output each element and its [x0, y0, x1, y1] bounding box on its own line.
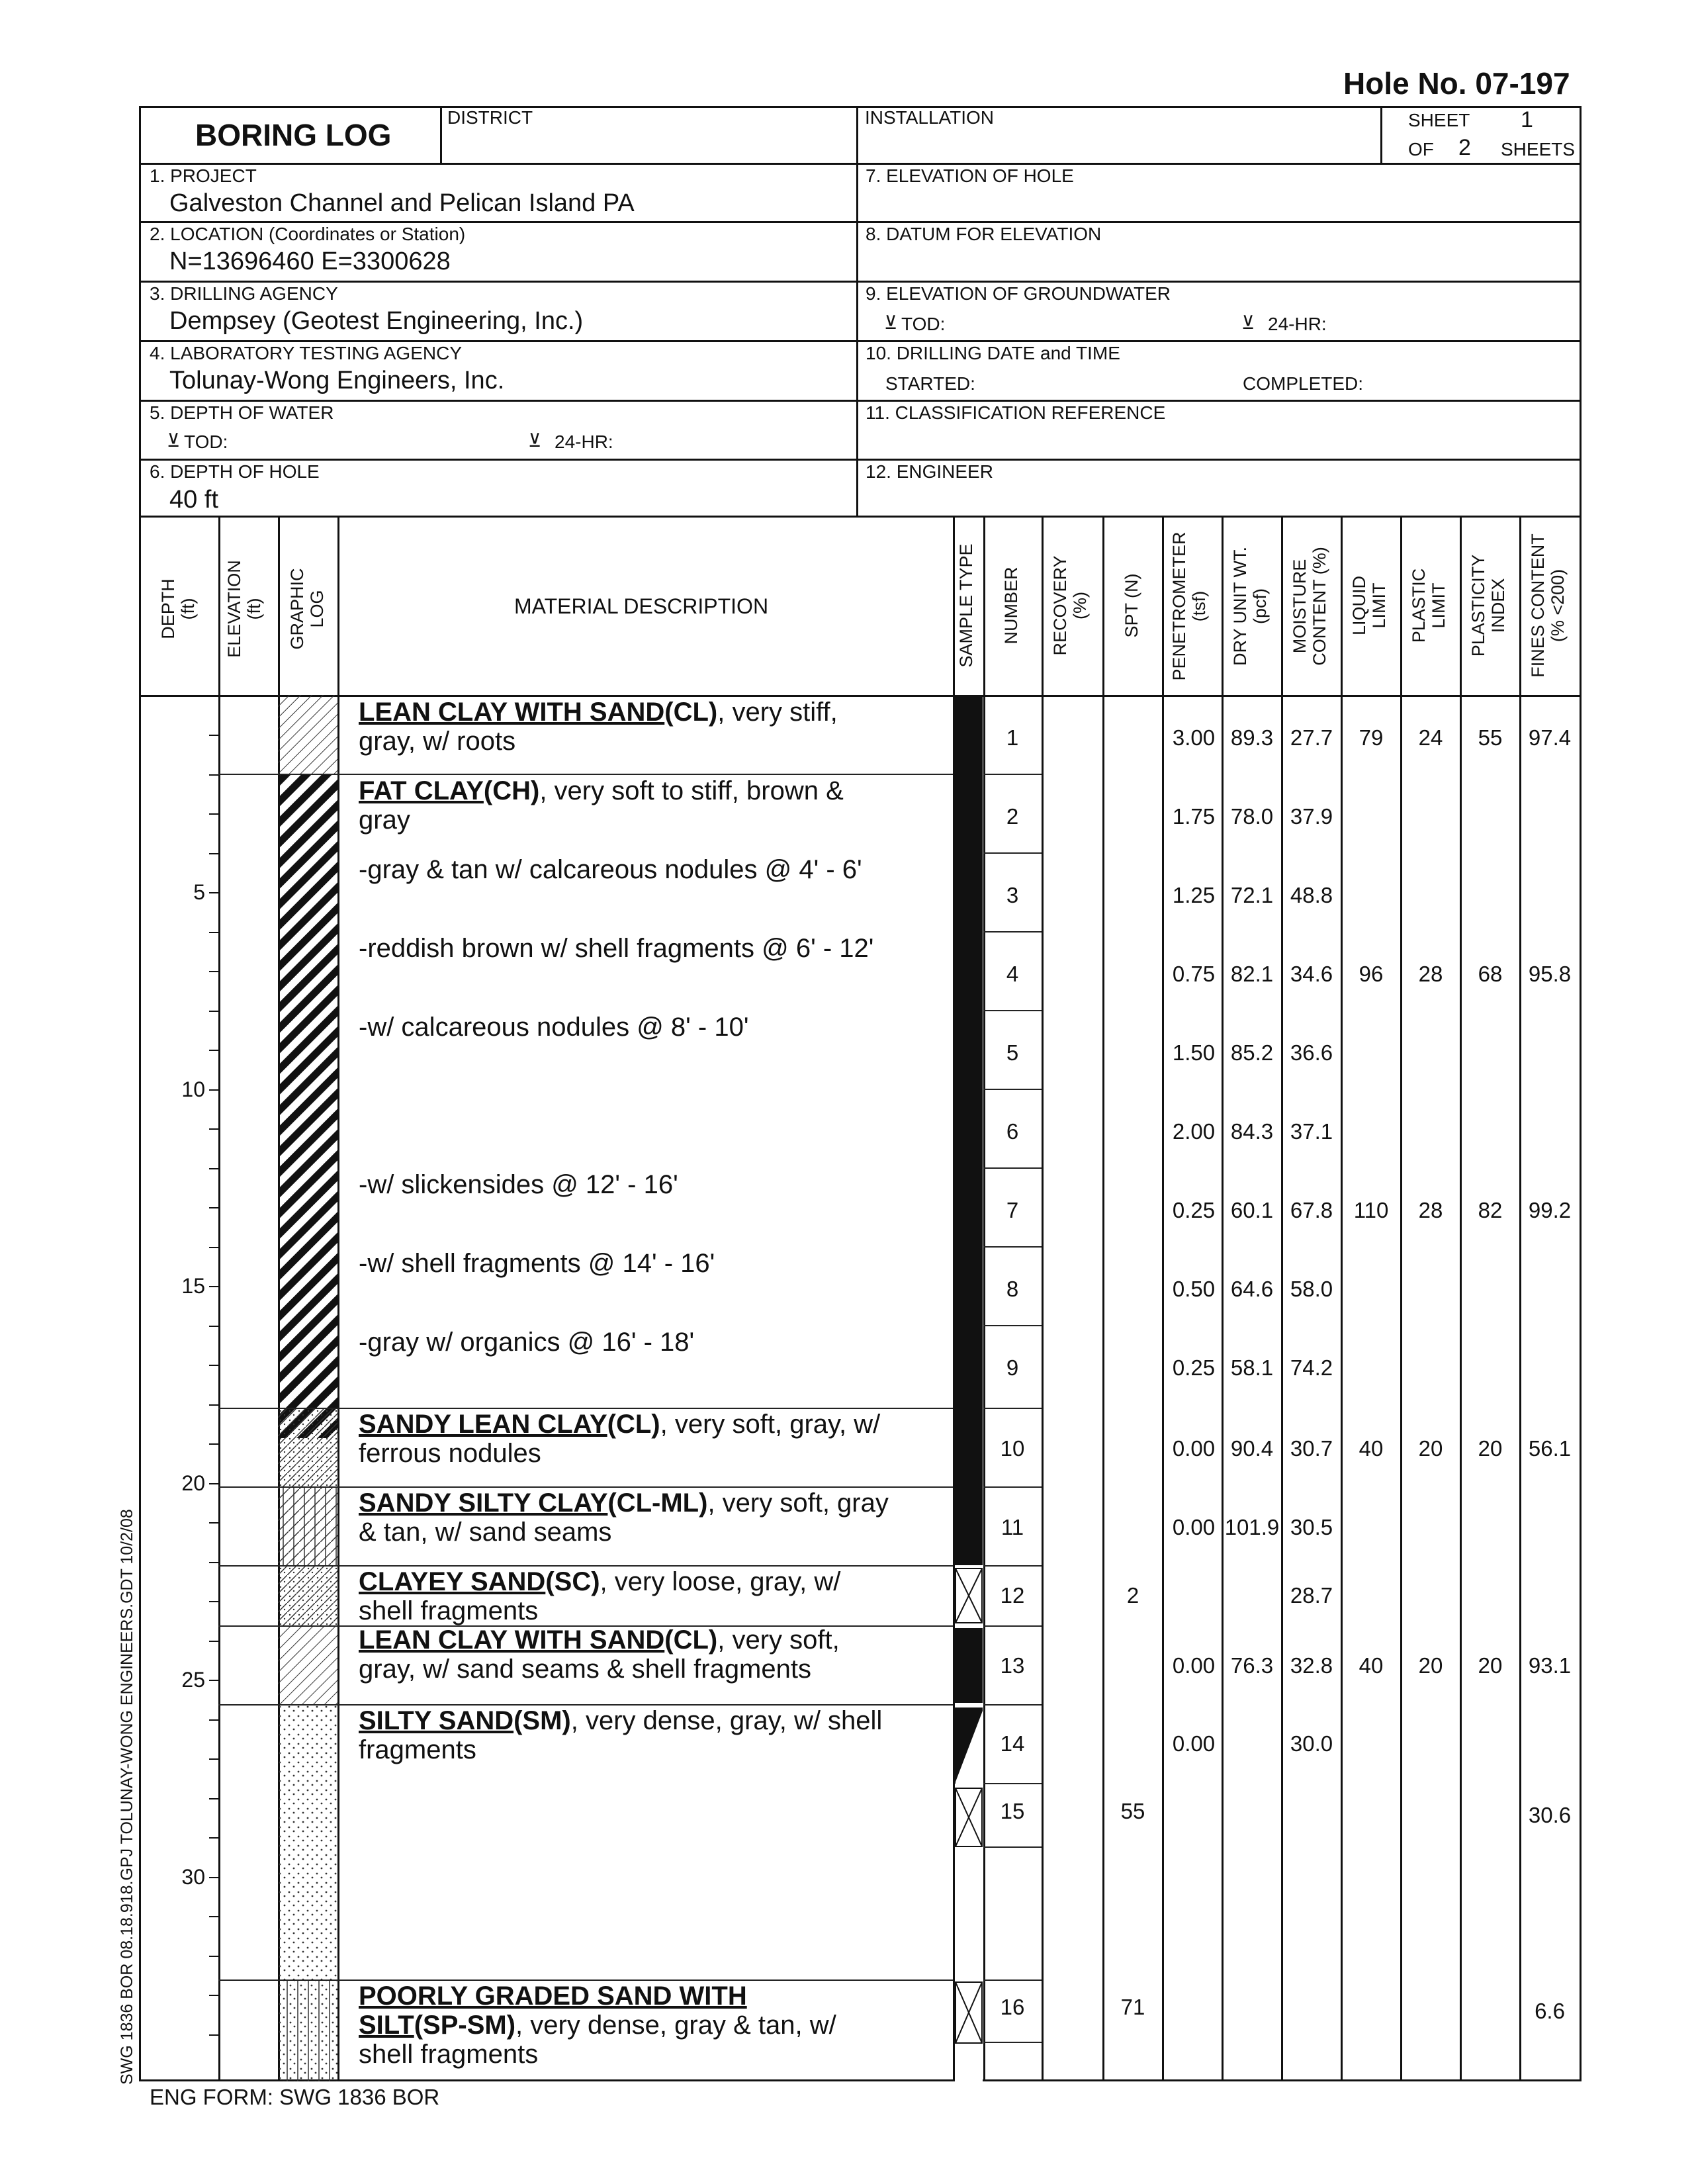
plastic-limit-value: 20 [1418, 1653, 1443, 1678]
moisture-value: 67.8 [1290, 1198, 1333, 1222]
moisture-value: 30.5 [1290, 1515, 1333, 1539]
installation-label: INSTALLATION [865, 107, 995, 128]
desc-2-code: (CH) [483, 776, 540, 805]
desc-silty-sand [359, 1706, 882, 1764]
desc-9-line2: ferrous nodules [359, 1439, 541, 1468]
drilling-date-label: 10. DRILLING DATE and TIME [866, 343, 1120, 363]
sample-number: 1 [1006, 725, 1019, 750]
plasticity-index-value: 20 [1478, 1436, 1503, 1461]
sample-number: 13 [1000, 1653, 1025, 1678]
graphic-lean-clay-2 [278, 1625, 337, 1704]
plasticity-index-value: 20 [1478, 1653, 1503, 1678]
col-header-penetrometer-text: PENETROMETER (tsf) [1169, 531, 1209, 681]
plastic-limit-value: 24 [1418, 725, 1443, 750]
sheet-total: 2 [1458, 135, 1471, 160]
desc-14-name2: SILT [359, 2011, 414, 2040]
classification-reference-label: 11. CLASSIFICATION REFERENCE [866, 402, 1166, 423]
engineer-label: 12. ENGINEER [866, 461, 993, 482]
penetrometer-value: 0.50 [1172, 1277, 1216, 1301]
sample-number: 8 [1006, 1277, 1019, 1301]
fines-value: 56.1 [1528, 1436, 1572, 1461]
desc-1-code: (CL) [664, 698, 718, 727]
dry-unit-value: 58.1 [1230, 1355, 1274, 1380]
desc-9-text: , very soft, gray, w/ [660, 1410, 881, 1439]
elevation-hole-label: 7. ELEVATION OF HOLE [866, 165, 1074, 186]
desc-lean-clay-with-sand-2 [359, 1625, 840, 1684]
dry-unit-value: 64.6 [1230, 1277, 1274, 1301]
moisture-value: 74.2 [1290, 1355, 1333, 1380]
desc-10-code: (CL-ML) [607, 1488, 708, 1518]
sheet-of-label: OF [1408, 139, 1434, 159]
penetrometer-value: 0.25 [1172, 1198, 1216, 1222]
desc-13-line2: fragments [359, 1735, 476, 1764]
penetrometer-value: 0.75 [1172, 962, 1216, 986]
location-label: 2. LOCATION (Coordinates or Station) [150, 224, 466, 244]
district-label: DISTRICT [447, 107, 533, 128]
dry-unit-value: 72.1 [1230, 883, 1274, 907]
lab-value: Tolunay-Wong Engineers, Inc. [169, 367, 505, 394]
col-header-sample-type [957, 529, 977, 682]
datum-label: 8. DATUM FOR ELEVATION [866, 224, 1102, 244]
desc-1-line2: gray, w/ roots [359, 727, 516, 756]
graphic-clayey-sand [278, 1565, 337, 1625]
spt-value: 2 [1126, 1583, 1139, 1608]
desc-lean-clay-with-sand-1 [359, 698, 838, 756]
desc-11-line2: shell fragments [359, 1596, 539, 1625]
form-title: BORING LOG [195, 118, 392, 152]
moisture-value: 27.7 [1290, 725, 1333, 750]
desc-9-code: (CL) [607, 1410, 660, 1439]
graphic-silty-sand [278, 1704, 337, 1979]
moisture-value: 30.0 [1290, 1731, 1333, 1756]
penetrometer-value: 0.25 [1172, 1355, 1216, 1380]
desc-14-code: (SP-SM) [414, 2011, 516, 2040]
desc-12-text: , very soft, [717, 1625, 840, 1655]
col-header-plasticity-index [1469, 529, 1508, 682]
penetrometer-value: 1.50 [1172, 1040, 1216, 1065]
plasticity-index-value: 82 [1478, 1198, 1503, 1222]
penetrometer-value: 3.00 [1172, 725, 1216, 750]
sample-shelby-tube-13 [955, 1628, 983, 1703]
dry-unit-value: 82.1 [1230, 962, 1274, 986]
moisture-value: 58.0 [1290, 1277, 1333, 1301]
moisture-value: 37.9 [1290, 804, 1333, 829]
sheets-label: SHEETS [1501, 139, 1576, 159]
liquid-limit-value: 79 [1359, 725, 1384, 750]
moisture-value: 32.8 [1290, 1653, 1333, 1678]
sample-type-column [953, 695, 985, 2081]
col-header-graphic-log [288, 543, 327, 675]
col-header-depth [159, 543, 198, 675]
moisture-value: 36.6 [1290, 1040, 1333, 1065]
col-header-elevation [225, 543, 264, 675]
water-tod-label: TOD: [184, 432, 228, 452]
desc-2-name: FAT CLAY [359, 776, 484, 805]
sample-number: 5 [1006, 1040, 1019, 1065]
sample-number: 16 [1000, 1995, 1025, 2019]
completed-label: COMPLETED: [1243, 373, 1364, 394]
water-tod-symbol: ⊻ [167, 430, 181, 451]
desc-10-text: , very soft, gray [707, 1488, 889, 1518]
location-value: N=13696460 E=3300628 [169, 248, 451, 275]
col-header-liquid-limit [1350, 529, 1389, 682]
spt-value: 55 [1120, 1799, 1145, 1823]
gw-tod-symbol: ⊻ [884, 312, 898, 333]
plastic-limit-value: 28 [1418, 1198, 1443, 1222]
desc-11-text: , very loose, gray, w/ [600, 1567, 841, 1596]
moisture-value: 48.8 [1290, 883, 1333, 907]
col-header-dry-unit-text: DRY UNIT WT. (pcf) [1230, 546, 1270, 666]
desc-sandy-silty-clay [359, 1488, 889, 1547]
plastic-limit-value: 28 [1418, 962, 1443, 986]
liquid-limit-value: 40 [1359, 1436, 1384, 1461]
sample-number: 14 [1000, 1731, 1025, 1756]
desc-12-name: LEAN CLAY WITH SAND [359, 1625, 665, 1655]
dry-unit-value: 90.4 [1230, 1436, 1274, 1461]
drilling-agency-label: 3. DRILLING AGENCY [150, 283, 338, 304]
col-header-number-text: NUMBER [1001, 567, 1021, 645]
desc-note-reddish-brown: -reddish brown w/ shell fragments @ 6' - 12' [359, 934, 874, 963]
penetrometer-value: 0.00 [1172, 1436, 1216, 1461]
graphic-fat-clay [278, 774, 337, 1438]
elevation-groundwater-label: 9. ELEVATION OF GROUNDWATER [866, 283, 1171, 304]
desc-13-code: (SM) [513, 1706, 571, 1735]
depth-label-10: 10 [181, 1077, 205, 1101]
dry-unit-value: 89.3 [1230, 725, 1274, 750]
penetrometer-value: 0.00 [1172, 1731, 1216, 1756]
col-header-moisture [1290, 527, 1329, 686]
plasticity-index-value: 55 [1478, 725, 1503, 750]
desc-fat-clay [359, 776, 844, 835]
col-header-recovery-text: RECOVERY (%) [1050, 555, 1090, 656]
fines-value: 6.6 [1535, 1999, 1565, 2023]
penetrometer-value: 2.00 [1172, 1119, 1216, 1144]
col-header-sample-type-text: SAMPLE TYPE [956, 543, 976, 668]
sample-number: 2 [1006, 804, 1019, 829]
sample-number: 7 [1006, 1198, 1019, 1222]
desc-13-name: SILTY SAND [359, 1706, 514, 1735]
desc-2-line2: gray [359, 805, 410, 835]
graphic-sandy-lean-clay [278, 1408, 337, 1486]
desc-14-name: POORLY GRADED SAND WITH [359, 1981, 747, 2011]
desc-1-name: LEAN CLAY WITH SAND [359, 698, 665, 727]
plasticity-index-value: 68 [1478, 962, 1503, 986]
graphic-lean-clay-1 [278, 695, 337, 774]
desc-9-name: SANDY LEAN CLAY [359, 1410, 607, 1439]
fines-value: 97.4 [1528, 725, 1572, 750]
col-header-spt [1122, 529, 1142, 682]
desc-14-line3: shell fragments [359, 2040, 539, 2069]
col-header-graphic-log-text: GRAPHIC LOG [287, 568, 327, 650]
form-footer: ENG FORM: SWG 1836 BOR [150, 2085, 440, 2109]
sheet-label: SHEET [1408, 110, 1470, 130]
fines-value: 99.2 [1528, 1198, 1572, 1222]
col-header-penetrometer [1170, 527, 1209, 686]
graphic-sandy-silty-clay [278, 1486, 337, 1565]
desc-13-text: , very dense, gray, w/ shell [570, 1706, 883, 1735]
desc-sandy-lean-clay [359, 1410, 880, 1468]
col-header-elevation-text: ELEVATION (ft) [224, 560, 264, 658]
penetrometer-value: 1.25 [1172, 883, 1216, 907]
dry-unit-value: 76.3 [1230, 1653, 1274, 1678]
fines-value: 93.1 [1528, 1653, 1572, 1678]
liquid-limit-value: 40 [1359, 1653, 1384, 1678]
sample-number: 15 [1000, 1799, 1025, 1823]
sample-number: 10 [1000, 1436, 1025, 1461]
penetrometer-value: 0.00 [1172, 1515, 1216, 1539]
desc-11-name: CLAYEY SAND [359, 1567, 546, 1596]
sample-number: 9 [1006, 1355, 1019, 1380]
desc-note-slickensides: -w/ slickensides @ 12' - 16' [359, 1170, 678, 1199]
graphic-log [278, 695, 339, 2081]
moisture-value: 30.7 [1290, 1436, 1333, 1461]
dry-unit-value: 85.2 [1230, 1040, 1274, 1065]
penetrometer-value: 0.00 [1172, 1653, 1216, 1678]
log-table-frame [139, 516, 1582, 2081]
col-header-plastic-limit-text: PLASTIC LIMIT [1409, 568, 1449, 643]
drilling-agency-value: Dempsey (Geotest Engineering, Inc.) [169, 307, 584, 335]
sheet-number: 1 [1521, 107, 1533, 132]
spt-value: 71 [1120, 1995, 1145, 2019]
plastic-limit-value: 20 [1418, 1436, 1443, 1461]
water-24hr-symbol: ⊻ [528, 430, 542, 451]
desc-note-organics: -gray w/ organics @ 16' - 18' [359, 1328, 695, 1357]
fines-value: 30.6 [1528, 1803, 1572, 1827]
desc-11-code: (SC) [545, 1567, 600, 1596]
penetrometer-value: 1.75 [1172, 804, 1216, 829]
depth-water-label: 5. DEPTH OF WATER [150, 402, 334, 423]
col-header-depth-text: DEPTH (ft) [158, 578, 198, 639]
project-label: 1. PROJECT [150, 165, 257, 186]
col-header-plastic-limit [1409, 529, 1449, 682]
desc-clayey-sand [359, 1567, 840, 1625]
gw-24hr-label: 24-HR: [1268, 314, 1327, 334]
desc-poorly-graded-sand [359, 1981, 836, 2069]
desc-12-code: (CL) [664, 1625, 718, 1655]
desc-note-calcareous-8-10: -w/ calcareous nodules @ 8' - 10' [359, 1013, 749, 1042]
moisture-value: 34.6 [1290, 962, 1333, 986]
sample-number: 6 [1006, 1119, 1019, 1144]
lab-label: 4. LABORATORY TESTING AGENCY [150, 343, 463, 363]
col-header-material: MATERIAL DESCRIPTION [514, 594, 769, 618]
col-header-recovery [1051, 529, 1090, 682]
sample-number: 4 [1006, 962, 1019, 986]
desc-2-text: , very soft to stiff, brown & [539, 776, 844, 805]
depth-label-15: 15 [181, 1274, 205, 1298]
sample-number: 11 [1001, 1515, 1024, 1539]
liquid-limit-value: 110 [1353, 1198, 1389, 1222]
desc-10-name: SANDY SILTY CLAY [359, 1488, 608, 1518]
fines-value: 95.8 [1528, 962, 1572, 986]
water-24hr-label: 24-HR: [555, 432, 613, 452]
depth-hole-label: 6. DEPTH OF HOLE [150, 461, 320, 482]
col-header-plasticity-index-text: PLASTICITY INDEX [1468, 554, 1508, 657]
dry-unit-value: 78.0 [1230, 804, 1274, 829]
moisture-value: 28.7 [1290, 1583, 1333, 1608]
liquid-limit-value: 96 [1359, 962, 1384, 986]
col-header-dry-unit [1231, 527, 1270, 686]
depth-hole-value: 40 ft [169, 486, 218, 514]
dry-unit-value: 60.1 [1230, 1198, 1274, 1222]
col-header-number [1002, 529, 1022, 682]
hole-number: Hole No. 07-197 [1343, 66, 1570, 101]
depth-label-5: 5 [193, 880, 205, 904]
col-header-spt-text: SPT (N) [1122, 573, 1141, 638]
graphic-poorly-graded-sand [278, 1979, 337, 2081]
depth-label-20: 20 [181, 1471, 205, 1495]
sample-number: 12 [1000, 1583, 1025, 1608]
col-header-moisture-text: MOISTURE CONTENT (%) [1290, 547, 1329, 666]
depth-label-25: 25 [181, 1668, 205, 1692]
moisture-value: 37.1 [1290, 1119, 1333, 1144]
col-header-fines [1529, 523, 1568, 688]
desc-1-text: , very stiff, [717, 698, 838, 727]
depth-label-30: 30 [181, 1865, 205, 1889]
project-value: Galveston Channel and Pelican Island PA [169, 189, 635, 217]
dry-unit-value: 84.3 [1230, 1119, 1274, 1144]
gw-24hr-symbol: ⊻ [1241, 312, 1255, 333]
sample-number: 3 [1006, 883, 1019, 907]
col-header-liquid-limit-text: LIQUID LIMIT [1349, 575, 1389, 636]
gw-tod-label: TOD: [901, 314, 946, 334]
started-label: STARTED: [885, 373, 975, 394]
desc-12-line2: gray, w/ sand seams & shell fragments [359, 1655, 811, 1684]
col-header-fines-text: FINES CONTENT (% <200) [1528, 533, 1568, 678]
desc-10-line2: & tan, w/ sand seams [359, 1518, 612, 1547]
desc-note-calcareous-4-6: -gray & tan w/ calcareous nodules @ 4' - 6' [359, 855, 862, 884]
side-file-info: SWG 1836 BOR 08.18.918.GPJ TOLUNAY-WONG ENGINEERS.GDT 10/2/08 [118, 1509, 136, 2085]
desc-14-text: , very dense, gray & tan, w/ [515, 2011, 836, 2040]
dry-unit-value: 101.9 [1224, 1515, 1280, 1539]
desc-note-shell-fragments: -w/ shell fragments @ 14' - 16' [359, 1249, 715, 1278]
